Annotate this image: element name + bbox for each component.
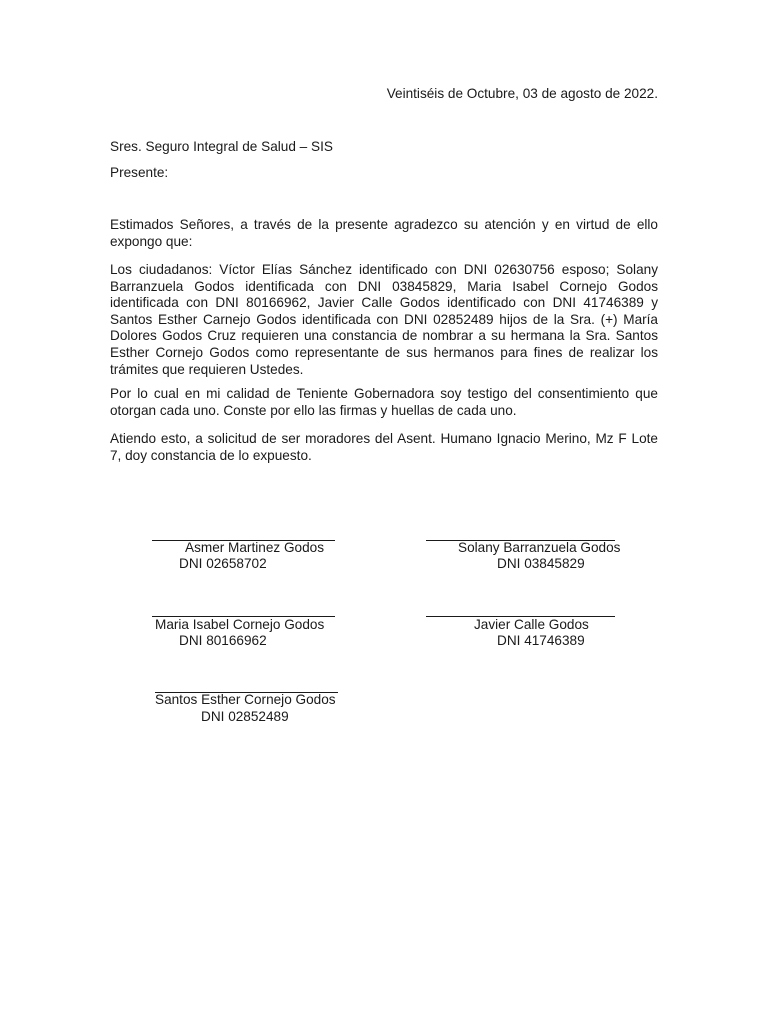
signer-name: Javier Calle Godos [474, 617, 589, 632]
witness-paragraph: Por lo cual en mi calidad de Teniente Gobernadora soy testigo del consentimiento que otorgan cada uno. Conste por ello las firmas y huellas de cada uno. [110, 386, 658, 418]
signature-block [155, 692, 345, 724]
date-line: Veintiséis de Octubre, 03 de agosto de 2022. [386, 86, 658, 101]
signature-block [152, 616, 342, 648]
signer-dni: DNI 80166962 [179, 633, 267, 648]
signature-block [426, 616, 616, 648]
signature-block [152, 540, 342, 571]
presente-line: Presente: [110, 165, 169, 180]
greeting-paragraph: Estimados Señores, a través de la presente agradezco su atención y en virtud de ello expongo que: [110, 217, 658, 249]
signer-dni: DNI 41746389 [497, 633, 585, 648]
recipient-line: Sres. Seguro Integral de Salud – SIS [110, 139, 333, 154]
signer-name: Asmer Martinez Godos [185, 540, 325, 555]
residence-paragraph: Atiendo esto, a solicitud de ser moradores del Asent. Humano Ignacio Merino, Mz F Lote 7, doy constancia de lo expuesto. [110, 431, 658, 463]
signer-name: Solany Barranzuela Godos [458, 540, 621, 555]
signer-dni: DNI 03845829 [497, 556, 585, 571]
signer-name: Maria Isabel Cornejo Godos [155, 617, 325, 632]
signature-block [426, 540, 621, 571]
signer-dni: DNI 02658702 [179, 556, 267, 571]
signer-name: Santos Esther Cornejo Godos [155, 692, 336, 707]
signer-dni: DNI 02852489 [201, 709, 289, 724]
citizens-paragraph: Los ciudadanos: Víctor Elías Sánchez identificado con DNI 02630756 esposo; Solany Barranzuela Godos identificada con DNI 03845829, Maria Isabel Cornejo Godos identificada con DNI 80166962, Javier Calle Godos identificado con DNI 41746389 y Santos Esther Carnejo Godos identificada con DNI 02852489 hijos de la Sra. (+) María Dolores Godos Cruz requieren una constancia de nombrar a su hermana la Sra. Santos Esther Cornejo Godos como representante de sus hermanos para fines de realizar los trámites que requieren Ustedes. [110, 262, 658, 377]
